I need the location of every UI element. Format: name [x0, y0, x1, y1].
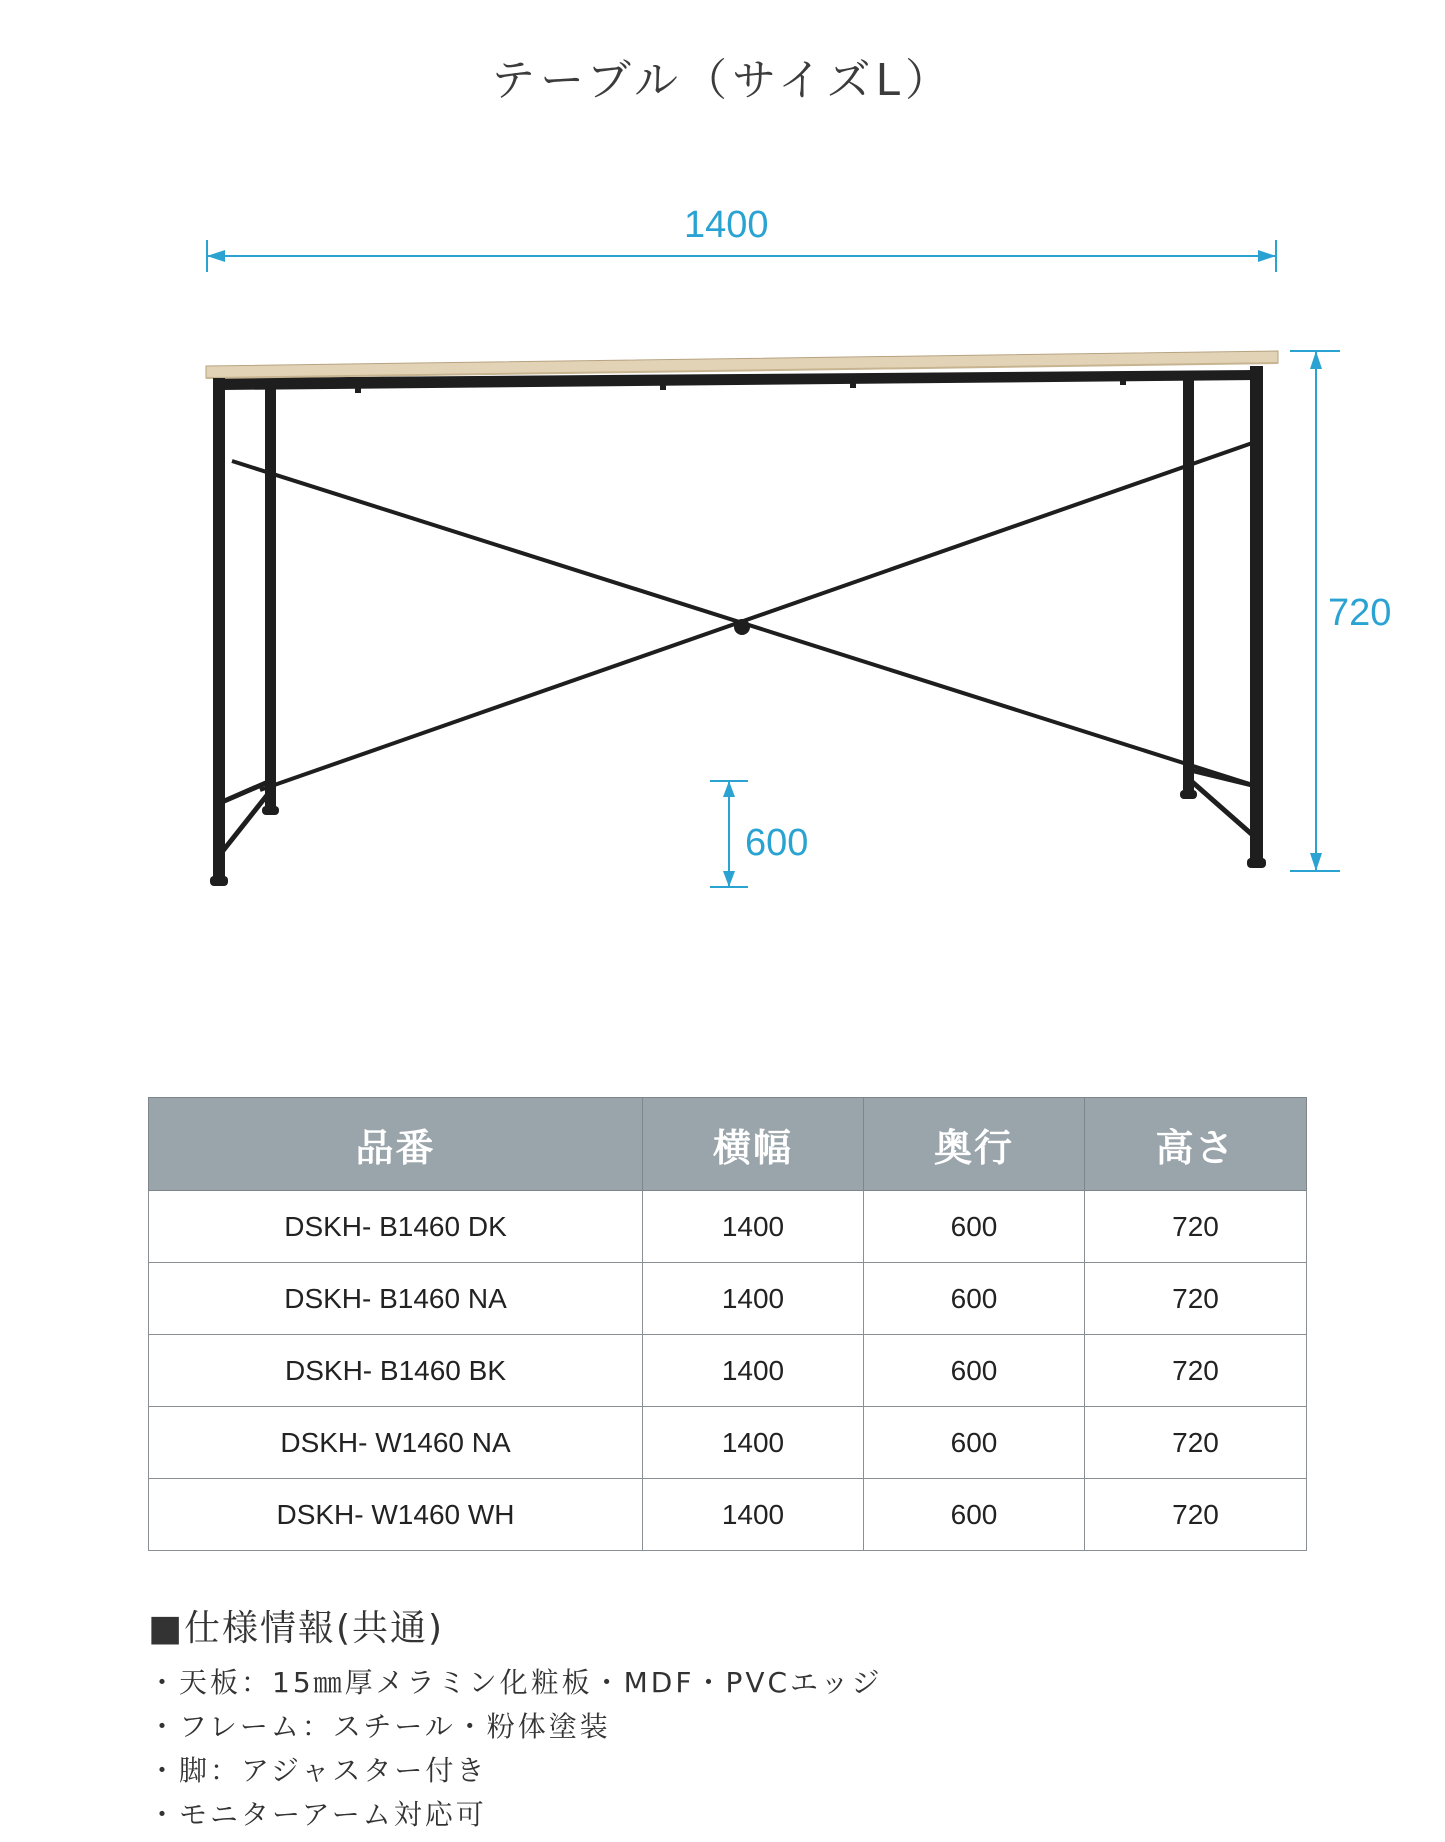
- cell-part-number: DSKH- B1460 BK: [149, 1335, 643, 1407]
- height-label: 720: [1328, 592, 1392, 634]
- page-title: テーブル（サイズL）: [490, 55, 955, 106]
- table-row: [149, 1191, 1307, 1263]
- table-illustration: [206, 351, 1278, 886]
- cell-width: 1400: [643, 1407, 864, 1479]
- spec-info: [148, 1600, 883, 1837]
- cell-depth: 600: [864, 1479, 1085, 1551]
- spec-item-top: ・天板：15㎜厚メラミン化粧板・MDF・PVCエッジ: [148, 1666, 883, 1699]
- cell-height: 720: [1085, 1263, 1307, 1335]
- depth-label: 600: [745, 822, 809, 864]
- depth-dimension-line: [710, 781, 748, 887]
- width-label: 1400: [684, 204, 769, 246]
- header-part-number: 品番: [149, 1098, 643, 1191]
- cell-part-number: DSKH- W1460 WH: [149, 1479, 643, 1551]
- table-dimension-diagram: [0, 0, 1445, 900]
- header-width: 横幅: [643, 1098, 864, 1191]
- cell-depth: 600: [864, 1407, 1085, 1479]
- table-header-row: [149, 1098, 1307, 1191]
- cell-depth: 600: [864, 1335, 1085, 1407]
- cell-width: 1400: [643, 1479, 864, 1551]
- table-row: [149, 1479, 1307, 1551]
- cell-width: 1400: [643, 1335, 864, 1407]
- spec-item-monitor-arm: ・モニターアーム対応可: [148, 1798, 487, 1831]
- cell-depth: 600: [864, 1191, 1085, 1263]
- header-depth: 奥行: [864, 1098, 1085, 1191]
- cell-part-number: DSKH- B1460 DK: [149, 1191, 643, 1263]
- spec-item-legs: ・脚：アジャスター付き: [148, 1754, 488, 1787]
- header-height: 高さ: [1085, 1098, 1307, 1191]
- cell-width: 1400: [643, 1263, 864, 1335]
- cell-height: 720: [1085, 1479, 1307, 1551]
- cell-depth: 600: [864, 1263, 1085, 1335]
- cell-width: 1400: [643, 1191, 864, 1263]
- cell-height: 720: [1085, 1191, 1307, 1263]
- size-table: [148, 1097, 1307, 1551]
- table-row: [149, 1335, 1307, 1407]
- cell-part-number: DSKH- W1460 NA: [149, 1407, 643, 1479]
- cell-height: 720: [1085, 1335, 1307, 1407]
- spec-heading: ■仕様情報(共通): [148, 1608, 445, 1649]
- table-row: [149, 1407, 1307, 1479]
- table-row: [149, 1263, 1307, 1335]
- cell-height: 720: [1085, 1407, 1307, 1479]
- spec-item-frame: ・フレーム：スチール・粉体塗装: [148, 1710, 611, 1743]
- cell-part-number: DSKH- B1460 NA: [149, 1263, 643, 1335]
